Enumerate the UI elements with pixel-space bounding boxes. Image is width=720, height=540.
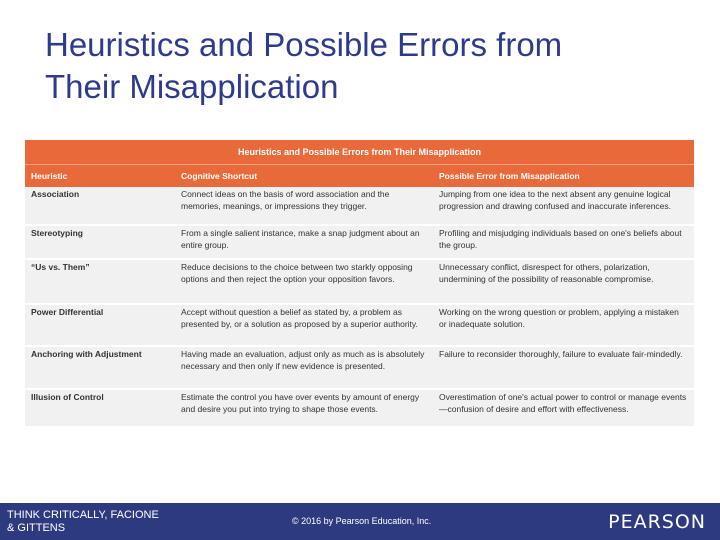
footer-copyright: © 2016 by Pearson Education, Inc. xyxy=(292,516,432,526)
table-row xyxy=(25,187,694,226)
cell-shortcut: Reduce decisions to the choice between two starkly opposing options and then reject the option your opposition favors. xyxy=(181,262,413,284)
table-header-row xyxy=(25,164,694,187)
footer-bar xyxy=(0,503,720,540)
footer-book-title-line-1: THINK CRITICALLY, FACIONE xyxy=(7,509,159,521)
pearson-logo: PEARSON xyxy=(608,511,706,533)
column-header-heuristic: Heuristic xyxy=(31,171,68,181)
cell-heuristic: Association xyxy=(31,189,80,199)
cell-error: Overestimation of one's actual power to control or manage events—confusion of desire and effort with effectiveness. xyxy=(439,392,687,414)
cell-error: Failure to reconsider thoroughly, failure to evaluate fair-mindedly. xyxy=(439,349,683,359)
cell-shortcut: From a single salient instance, make a snap judgment about an entire group. xyxy=(181,228,420,250)
slide-title-line-1: Heuristics and Possible Errors from xyxy=(45,26,563,63)
table-title: Heuristics and Possible Errors from Their Misapplication xyxy=(25,140,694,164)
footer-book-title-line-2: & GITTENS xyxy=(7,522,66,534)
cell-heuristic: Anchoring with Adjustment xyxy=(31,349,142,359)
cell-shortcut: Estimate the control you have over events by amount of energy and desire you put into trying to shape those events. xyxy=(181,392,420,414)
cell-heuristic: Illusion of Control xyxy=(31,392,104,402)
table-row xyxy=(25,347,694,390)
cell-heuristic: Power Differential xyxy=(31,307,104,317)
table-row xyxy=(25,260,694,305)
slide-title xyxy=(45,24,705,108)
cell-error: Profiling and misjudging individuals based on one's beliefs about the group. xyxy=(439,228,682,250)
cell-heuristic: “Us vs. Them” xyxy=(31,262,90,272)
column-header-possible-error: Possible Error from Misapplication xyxy=(439,171,580,181)
heuristics-table xyxy=(25,140,694,426)
table-row xyxy=(25,226,694,260)
cell-error: Jumping from one idea to the next absent any genuine logical progression and drawing confused and inaccurate inferences. xyxy=(439,189,672,211)
cell-shortcut: Having made an evaluation, adjust only as much as is absolutely necessary and then only if new evidence is presented. xyxy=(181,349,425,371)
cell-error: Unnecessary conflict, disrespect for others, polarization, undermining of the possibility of reasonable compromise. xyxy=(439,262,654,284)
footer-book-title xyxy=(7,509,159,535)
column-header-cognitive-shortcut: Cognitive Shortcut xyxy=(181,171,258,181)
cell-shortcut: Accept without question a belief as stated by, a problem as presented by, or a solution as proposed by a superior authority. xyxy=(181,307,418,329)
cell-error: Working on the wrong question or problem, applying a mistaken or inadequate solution. xyxy=(439,307,679,329)
slide-title-line-2: Their Misapplication xyxy=(45,68,339,105)
cell-heuristic: Stereotyping xyxy=(31,228,83,238)
table-row xyxy=(25,390,694,437)
cell-shortcut: Connect ideas on the basis of word association and the memories, meanings, or impressions they trigger. xyxy=(181,189,390,211)
table-row xyxy=(25,305,694,347)
